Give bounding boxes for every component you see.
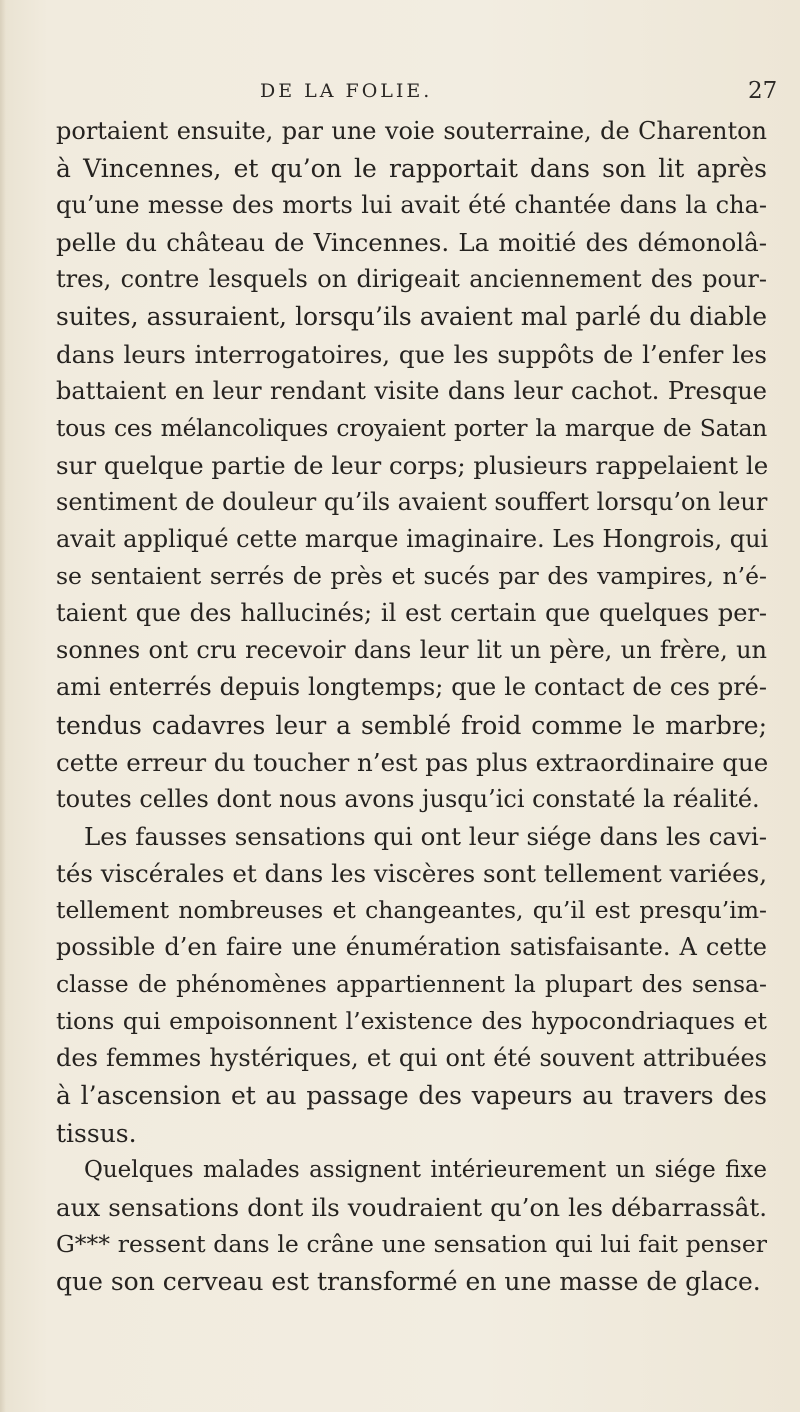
text-line: classe de phénomènes appartiennent la plupart des sensa- bbox=[56, 970, 767, 999]
text-line: suites, assuraient, lorsqu’ils avaient mal parlé du diable bbox=[56, 302, 767, 332]
text-line: ami enterrés depuis longtemps; que le contact de ces pré- bbox=[56, 673, 767, 702]
page-left-edge bbox=[0, 0, 6, 1412]
text-line: se sentaient serrés de près et sucés par des vampires, n’é- bbox=[56, 562, 767, 591]
text-line: Les fausses sensations qui ont leur siége dans les cavi- bbox=[84, 821, 767, 851]
text-line: à l’ascension et au passage des vapeurs au travers des bbox=[56, 1081, 767, 1111]
body-text bbox=[56, 113, 767, 1300]
text-line: avait appliqué cette marque imaginaire. Les Hongrois, qui bbox=[56, 525, 769, 554]
text-line: possible d’en faire une énumération satisfaisante. A cette bbox=[56, 933, 767, 962]
text-line: que son cerveau est transformé en une masse de glace. bbox=[56, 1266, 761, 1296]
text-line: tellement nombreuses et changeantes, qu’il est presqu’im- bbox=[56, 895, 767, 924]
text-line: toutes celles dont nous avons jusqu’ici constaté la réalité. bbox=[56, 784, 760, 813]
text-line: taient que des hallucinés; il est certain que quelques per- bbox=[56, 599, 767, 628]
paragraph-1 bbox=[56, 113, 767, 818]
text-line: tres, contre lesquels on dirigeait anciennement des pour- bbox=[56, 265, 767, 294]
text-line: sentiment de douleur qu’ils avaient souffert lorsqu’on leur bbox=[56, 487, 768, 516]
text-line: cette erreur du toucher n’est pas plus extraordinaire que bbox=[56, 747, 769, 777]
text-line: dans leurs interrogatoires, que les suppôts de l’enfer les bbox=[56, 339, 767, 369]
text-line: Quelques malades assignent intérieurement un siége fixe bbox=[84, 1156, 767, 1183]
text-line: portaient ensuite, par une voie souterraine, de Charenton bbox=[56, 117, 767, 145]
text-line: qu’une messe des morts lui avait été chantée dans la cha- bbox=[56, 191, 767, 220]
text-line: des femmes hystériques, et qui ont été souvent attribuées bbox=[56, 1044, 767, 1073]
text-line: battaient en leur rendant visite dans leur cachot. Presque bbox=[56, 376, 767, 405]
text-line: à Vincennes, et qu’on le rapportait dans son lit après bbox=[56, 154, 767, 184]
running-head bbox=[0, 78, 800, 108]
text-line: tions qui empoisonnent l’existence des hypocondriaques et bbox=[56, 1007, 767, 1036]
text-line: G*** ressent dans le crâne une sensation qui lui fait penser bbox=[56, 1229, 767, 1258]
running-title: DE LA FOLIE. bbox=[260, 80, 433, 102]
text-line: tous ces mélancoliques croyaient porter la marque de Satan bbox=[56, 413, 767, 442]
text-line: sur quelque partie de leur corps; plusieurs rappelaient le bbox=[56, 450, 769, 480]
paragraph-2 bbox=[56, 818, 767, 1152]
paragraph-3 bbox=[56, 1152, 767, 1300]
page-number: 27 bbox=[748, 78, 778, 104]
text-line: tissus. bbox=[56, 1118, 137, 1148]
text-line: aux sensations dont ils voudraient qu’on les débarrassât. bbox=[56, 1192, 767, 1222]
text-line: sonnes ont cru recevoir dans leur lit un père, un frère, un bbox=[56, 636, 767, 665]
text-line: pelle du château de Vincennes. La moitié des démonolâ- bbox=[56, 228, 767, 258]
text-line: tés viscérales et dans les viscères sont tellement variées, bbox=[56, 858, 767, 888]
text-line: tendus cadavres leur a semblé froid comme le marbre; bbox=[56, 710, 767, 740]
